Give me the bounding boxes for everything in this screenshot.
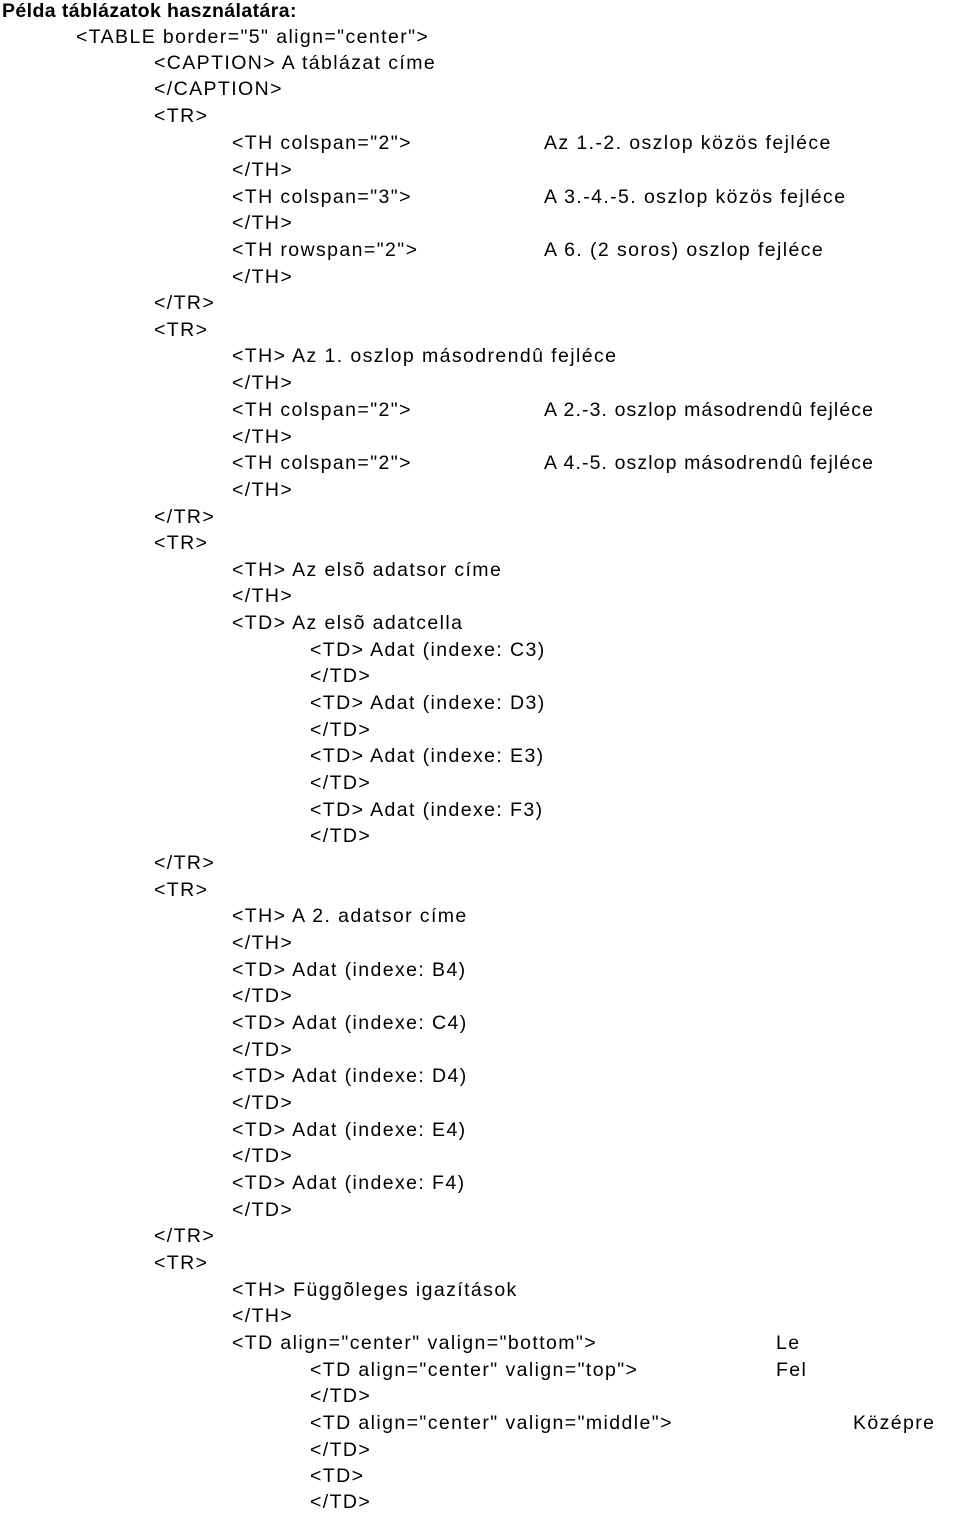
- code-line: <TH colspan="2">: [232, 132, 412, 154]
- code-line: <TD>: [310, 1465, 365, 1487]
- code-line: <TD> Adat (indexe: F3): [310, 799, 544, 821]
- code-line-value: Az 1.-2. oszlop közös fejléce: [544, 132, 832, 154]
- code-line: <TD> Adat (indexe: C4): [232, 1012, 468, 1034]
- code-line: </TD>: [310, 772, 372, 794]
- code-line: <TR>: [154, 532, 209, 554]
- code-line: <TH> A 2. adatsor címe: [232, 905, 468, 927]
- page-title: Példa táblázatok használatára:: [2, 0, 297, 22]
- code-line-value: A 6. (2 soros) oszlop fejléce: [544, 239, 825, 261]
- code-line: </TD>: [310, 1439, 372, 1461]
- code-line: <TH> Az elsõ adatsor címe: [232, 559, 503, 581]
- code-line: <TD> Adat (indexe: D3): [310, 692, 546, 714]
- code-line: </TH>: [232, 932, 294, 954]
- code-line: </TH>: [232, 1305, 294, 1327]
- code-line: <TR>: [154, 319, 209, 341]
- code-line: <TH> Az 1. oszlop másodrendû fejléce: [232, 345, 618, 367]
- code-line: </TD>: [232, 1092, 294, 1114]
- code-line: </TH>: [232, 372, 294, 394]
- code-line: </TH>: [232, 212, 294, 234]
- code-line: <TH colspan="2">: [232, 399, 412, 421]
- code-line: <TD> Adat (indexe: C3): [310, 639, 546, 661]
- code-line: <TH colspan="3">: [232, 186, 412, 208]
- code-line: <TABLE border="5" align="center">: [76, 26, 430, 48]
- code-line: <TD> Az elsõ adatcella: [232, 612, 464, 634]
- code-line: <TR>: [154, 879, 209, 901]
- code-line: </TD>: [310, 719, 372, 741]
- code-line: </TH>: [232, 479, 294, 501]
- code-line: <TH rowspan="2">: [232, 239, 419, 261]
- code-line: </TD>: [232, 1039, 294, 1061]
- code-line: </TD>: [232, 985, 294, 1007]
- code-line: <TD align="center" valign="middle">: [310, 1412, 673, 1434]
- code-line-value: Fel: [776, 1359, 808, 1381]
- code-line: <TD> Adat (indexe: F4): [232, 1172, 466, 1194]
- code-line: <TD> Adat (indexe: E4): [232, 1119, 467, 1141]
- code-line-value: A 3.-4.-5. oszlop közös fejléce: [544, 186, 847, 208]
- code-line: <TD> Adat (indexe: B4): [232, 959, 467, 981]
- code-line: </TR>: [154, 292, 216, 314]
- code-line: </CAPTION>: [154, 78, 283, 100]
- code-line: <TD align="center" valign="bottom">: [232, 1332, 598, 1354]
- code-line-value: A 2.-3. oszlop másodrendû fejléce: [544, 399, 875, 421]
- code-line-value: Le: [776, 1332, 801, 1354]
- code-line: <TH colspan="2">: [232, 452, 412, 474]
- code-line: </TH>: [232, 159, 294, 181]
- code-line: <TR>: [154, 105, 209, 127]
- code-line: </TD>: [232, 1199, 294, 1221]
- code-line: </TD>: [310, 1385, 372, 1407]
- code-line: <TD> Adat (indexe: D4): [232, 1065, 468, 1087]
- code-line: </TH>: [232, 585, 294, 607]
- code-line-value: Középre: [853, 1412, 936, 1434]
- code-line: </TD>: [310, 1491, 372, 1513]
- code-line: </TR>: [154, 1225, 216, 1247]
- code-line: </TH>: [232, 266, 294, 288]
- code-line: <TD align="center" valign="top">: [310, 1359, 639, 1381]
- code-line: <TD> Adat (indexe: E3): [310, 745, 545, 767]
- code-line: </TD>: [232, 1145, 294, 1167]
- code-line: </TD>: [310, 825, 372, 847]
- code-line: </TH>: [232, 426, 294, 448]
- code-line: <CAPTION> A táblázat címe: [154, 52, 437, 74]
- code-line: <TH> Függõleges igazítások: [232, 1279, 518, 1301]
- code-line: </TR>: [154, 852, 216, 874]
- code-line-value: A 4.-5. oszlop másodrendû fejléce: [544, 452, 875, 474]
- code-line: </TR>: [154, 506, 216, 528]
- code-line: </TD>: [310, 665, 372, 687]
- code-line: <TR>: [154, 1252, 209, 1274]
